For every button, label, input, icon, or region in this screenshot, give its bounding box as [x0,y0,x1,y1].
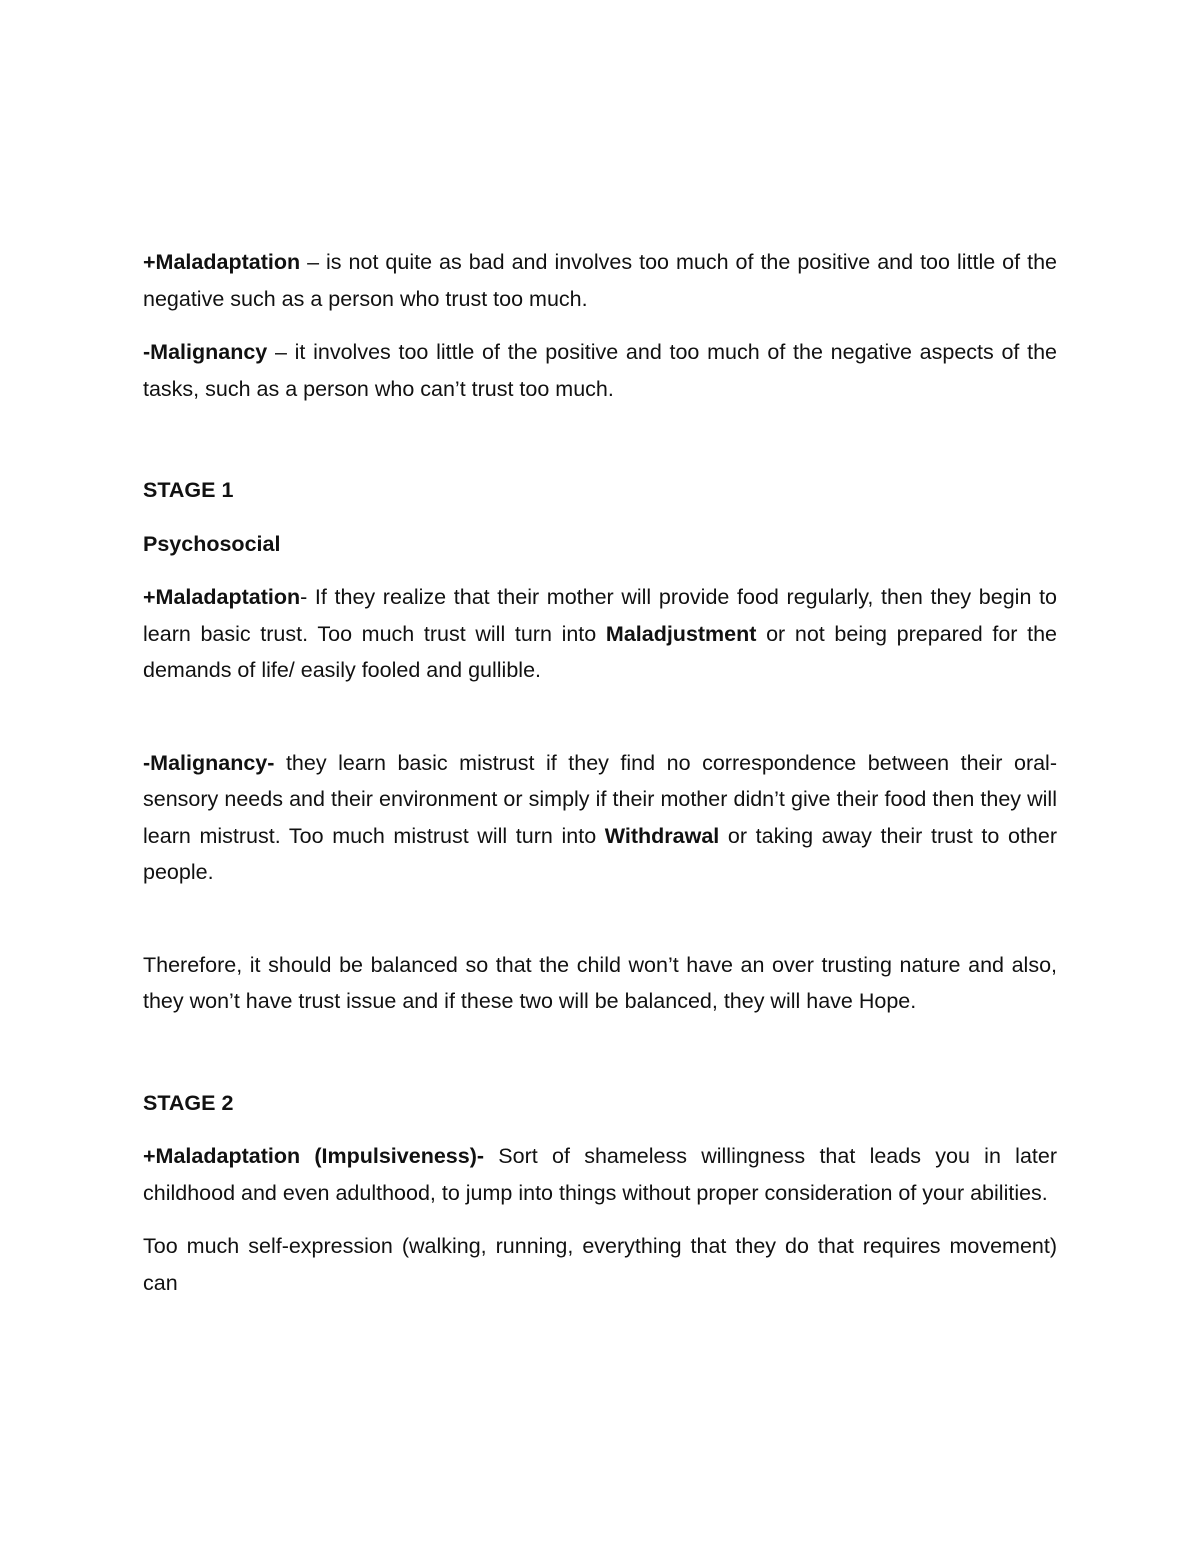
stage1-malignancy-paragraph [143,745,1057,891]
maladjustment-term: Maladjustment [605,621,757,646]
stage2-heading: STAGE 2 [143,1090,234,1115]
stage1-malignancy-text: they learn basic mistrust if they find no correspondence between their oral-sensory needs and their environment or simply if their mother didn’t give their food then they will learn mistrust. Too much mistrust will turn into [143,750,1057,848]
intro-maladaptation-paragraph [143,244,1057,317]
malignancy-definition: – it involves too little of the positive and too much of the negative aspects of the tasks, such as a person who can’t trust too much. [143,340,1057,401]
stage1-subheading: Psychosocial [143,531,281,556]
stage2-maladaptation-text: Sort of shameless willingness that leads you in later childhood and even adulthood, to jump into things without proper consideration of your abilities. [143,1144,1057,1205]
maladaptation-definition: – is not quite as bad and involves too much of the positive and too little of the negative such as a person who trust too much. [143,250,1057,311]
stage1-malignancy-term: -Malignancy- [143,750,275,775]
stage1-conclusion-paragraph: Therefore, it should be balanced so that the child won’t have an over trusting nature and also, they won’t have trust issue and if these two will be balanced, they will have Hope. [143,952,1057,1013]
stage1-heading: STAGE 1 [143,478,234,502]
stage1-maladaptation-text: - If they realize that their mother will provide food regularly, then they begin to learn basic trust. Too much trust will turn into [143,585,1057,646]
document-body [143,244,1057,1301]
malignancy-term: -Malignancy [143,340,268,364]
stage2-maladaptation-term: +Maladaptation (Impulsiveness)- [143,1144,485,1168]
withdrawal-term: Withdrawal [604,823,720,848]
stage1-maladaptation-term: +Maladaptation [143,585,301,609]
maladaptation-term: +Maladaptation [143,250,301,274]
stage2-maladaptation-paragraph [143,1138,1057,1211]
stage1-malignancy-text-end: or taking away their trust to other people. [143,823,1057,884]
stage2-continuation-paragraph: Too much self-expression (walking, running, everything that they do that requires movement) can [143,1234,1057,1295]
intro-malignancy-paragraph [143,334,1057,407]
stage1-maladaptation-text-end: or not being prepared for the demands of life/ easily fooled and gullible. [143,621,1058,682]
stage1-maladaptation-paragraph [143,579,1057,689]
